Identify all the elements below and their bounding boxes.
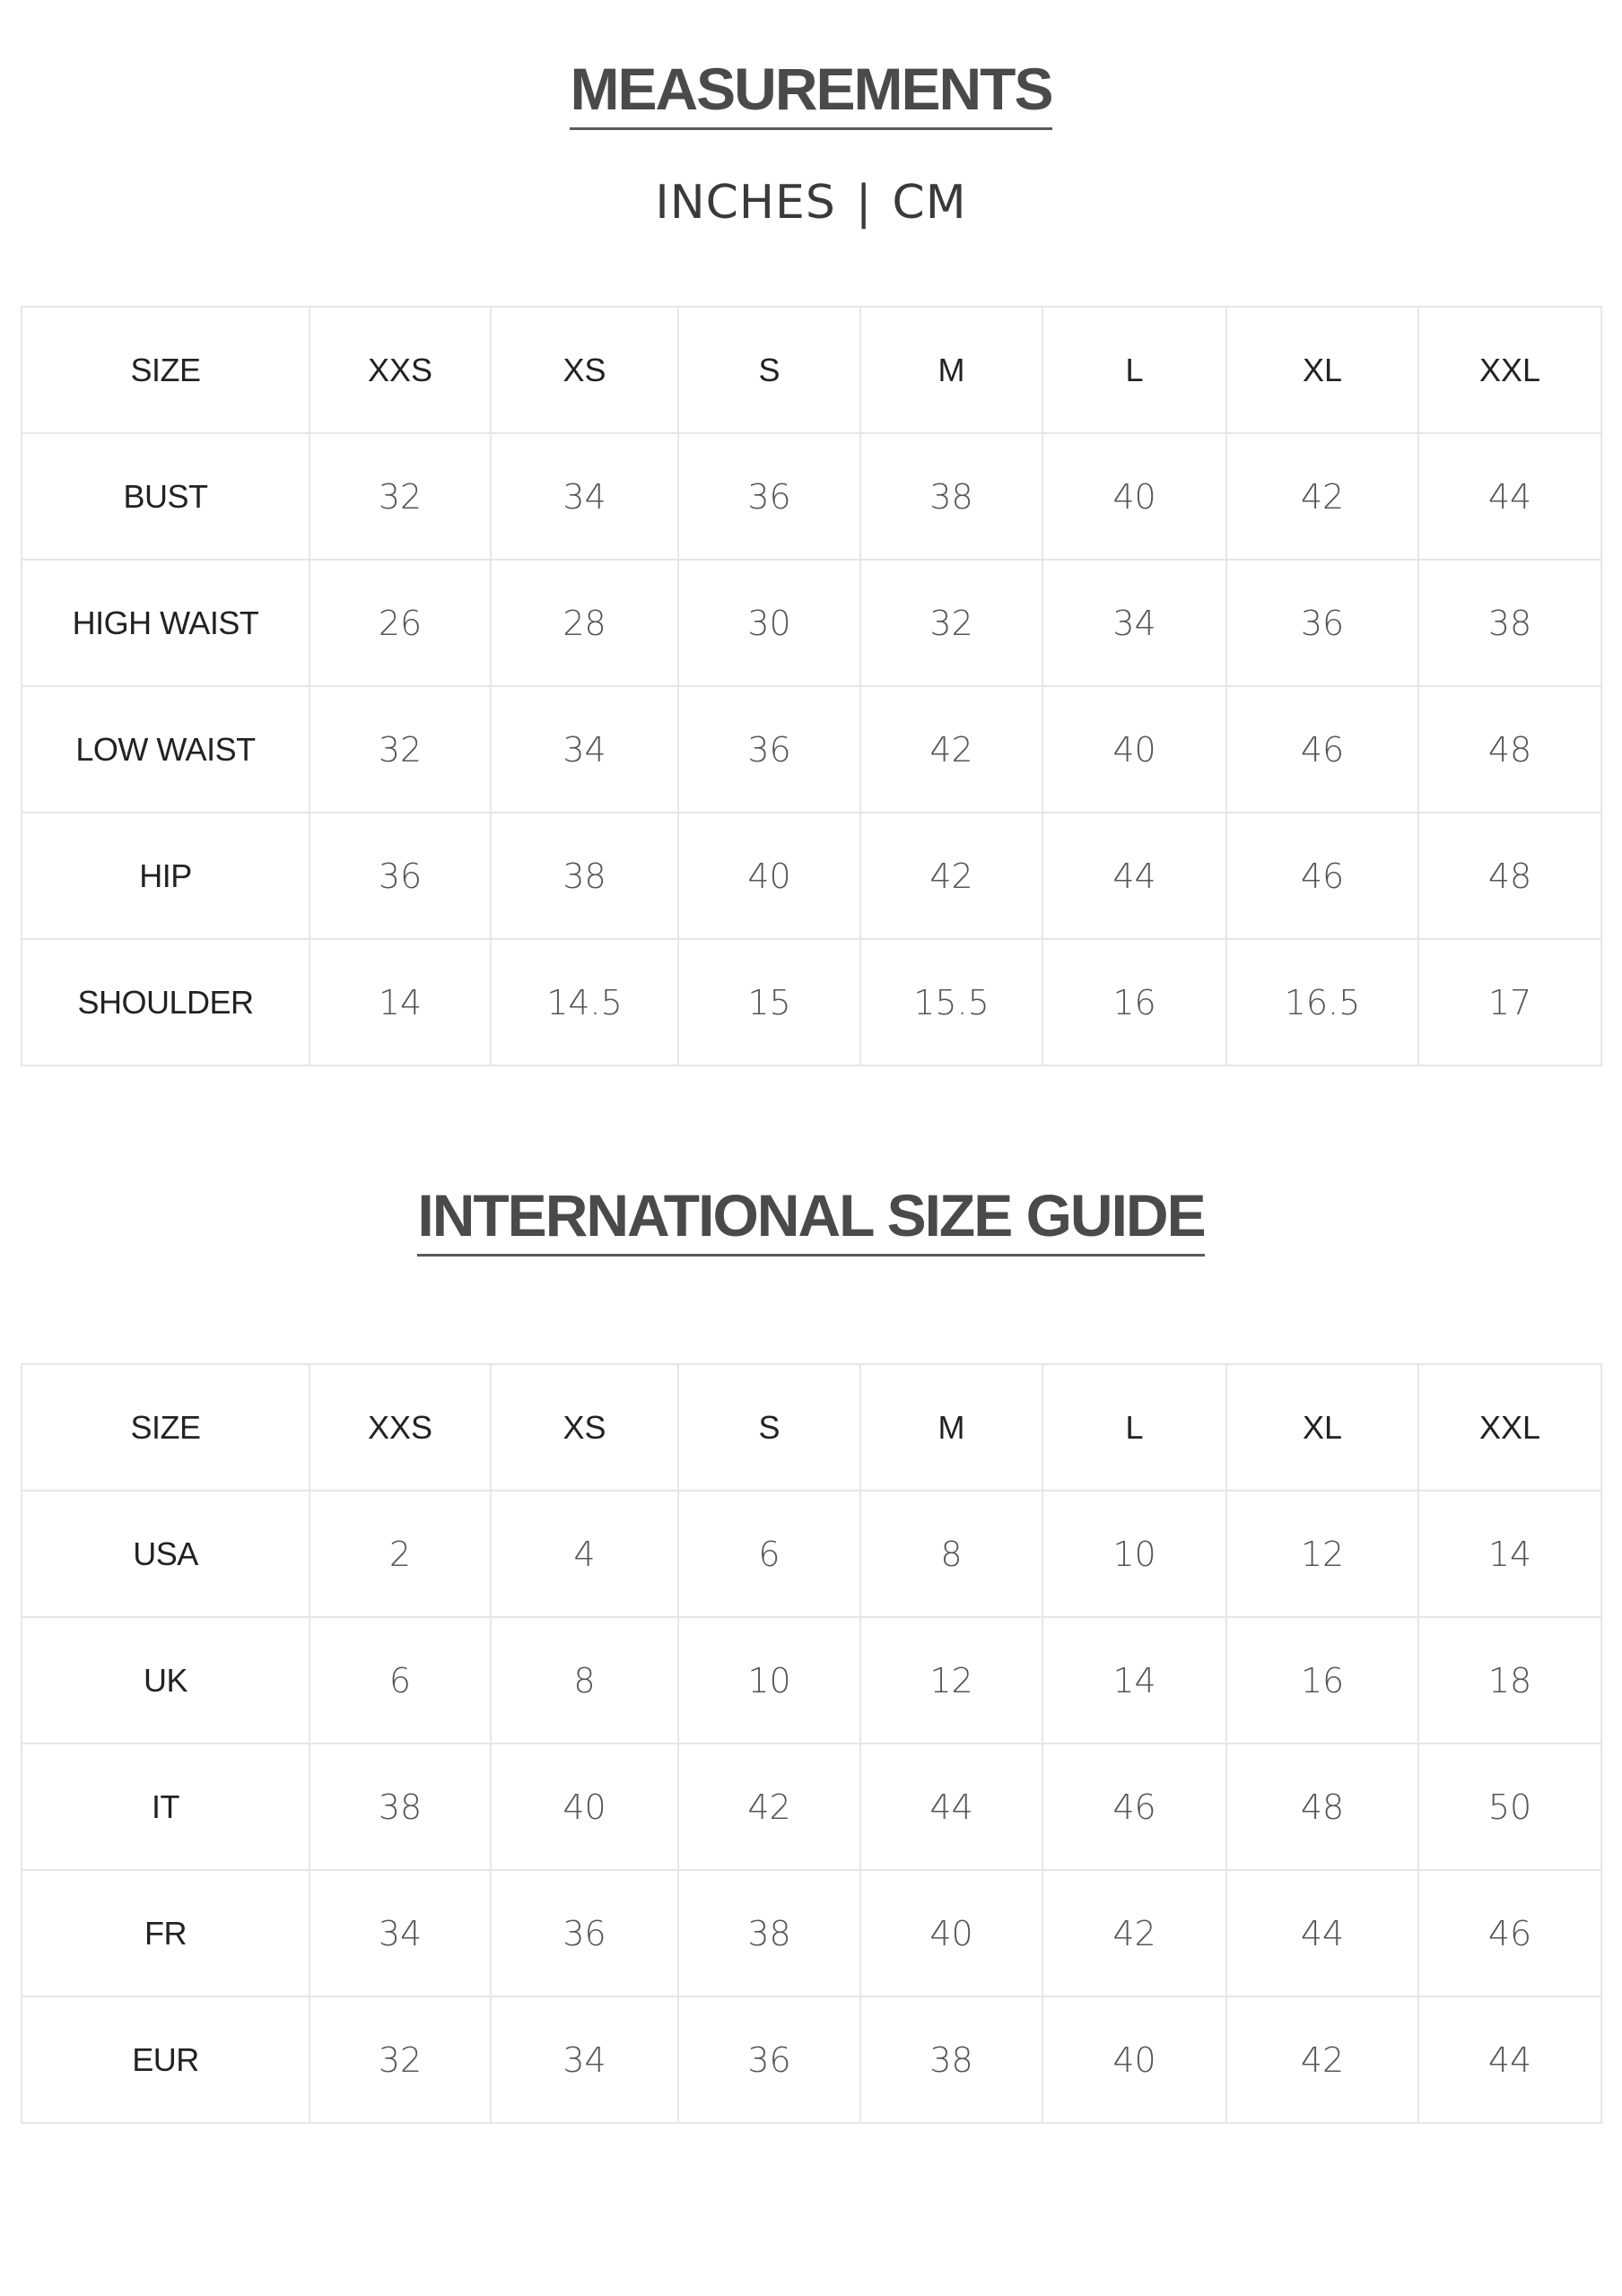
table-cell: 15 bbox=[678, 939, 860, 1065]
row-label: EUR bbox=[22, 1996, 310, 2123]
measurements-table bbox=[21, 306, 1602, 1066]
table-cell: 42 bbox=[860, 686, 1042, 813]
table-cell: 42 bbox=[1226, 433, 1418, 560]
table-cell: 38 bbox=[678, 1870, 860, 1996]
header-cell: SIZE bbox=[22, 1364, 310, 1491]
table-cell: 38 bbox=[860, 1996, 1042, 2123]
table-cell: 38 bbox=[310, 1744, 491, 1870]
table-row bbox=[22, 813, 1601, 939]
table-cell: 34 bbox=[491, 686, 678, 813]
header-cell: XXS bbox=[310, 1364, 491, 1491]
table-row bbox=[22, 1491, 1601, 1617]
header-cell: XS bbox=[491, 307, 678, 433]
row-label: BUST bbox=[22, 433, 310, 560]
units-separator: | bbox=[855, 176, 873, 230]
table-cell: 40 bbox=[678, 813, 860, 939]
header-cell: XXL bbox=[1418, 307, 1601, 433]
header-cell: XS bbox=[491, 1364, 678, 1491]
table-row bbox=[22, 1617, 1601, 1744]
table-cell: 46 bbox=[1226, 686, 1418, 813]
header-cell: XL bbox=[1226, 1364, 1418, 1491]
table-cell: 44 bbox=[1418, 433, 1601, 560]
table-cell: 16.5 bbox=[1226, 939, 1418, 1065]
table-cell: 14 bbox=[1418, 1491, 1601, 1617]
table-cell: 36 bbox=[678, 433, 860, 560]
header-cell: L bbox=[1042, 307, 1226, 433]
table-cell: 2 bbox=[310, 1491, 491, 1617]
table-row bbox=[22, 433, 1601, 560]
table-cell: 26 bbox=[310, 560, 491, 686]
units-cm: CM bbox=[892, 176, 967, 230]
table-cell: 42 bbox=[678, 1744, 860, 1870]
table-cell: 40 bbox=[860, 1870, 1042, 1996]
row-label: FR bbox=[22, 1870, 310, 1996]
measurements-title: MEASUREMENTS bbox=[0, 59, 1622, 130]
table-cell: 46 bbox=[1418, 1870, 1601, 1996]
international-size-table bbox=[21, 1363, 1602, 2124]
row-label: UK bbox=[22, 1617, 310, 1744]
table-cell: 12 bbox=[1226, 1491, 1418, 1617]
units-label bbox=[0, 176, 1622, 230]
table-row bbox=[22, 939, 1601, 1065]
table-cell: 17 bbox=[1418, 939, 1601, 1065]
table-cell: 46 bbox=[1226, 813, 1418, 939]
table-cell: 36 bbox=[1226, 560, 1418, 686]
table-cell: 38 bbox=[1418, 560, 1601, 686]
table-cell: 44 bbox=[1418, 1996, 1601, 2123]
table-cell: 18 bbox=[1418, 1617, 1601, 1744]
table-cell: 44 bbox=[1042, 813, 1226, 939]
header-cell: SIZE bbox=[22, 307, 310, 433]
table-cell: 40 bbox=[491, 1744, 678, 1870]
table-cell: 14 bbox=[1042, 1617, 1226, 1744]
row-label: IT bbox=[22, 1744, 310, 1870]
row-label: HIP bbox=[22, 813, 310, 939]
row-label: USA bbox=[22, 1491, 310, 1617]
table-cell: 38 bbox=[491, 813, 678, 939]
table-cell: 42 bbox=[860, 813, 1042, 939]
header-cell: S bbox=[678, 307, 860, 433]
table-cell: 4 bbox=[491, 1491, 678, 1617]
table-row bbox=[22, 1744, 1601, 1870]
table-cell: 32 bbox=[310, 686, 491, 813]
row-label: LOW WAIST bbox=[22, 686, 310, 813]
header-cell: XXS bbox=[310, 307, 491, 433]
table-cell: 16 bbox=[1042, 939, 1226, 1065]
header-cell: M bbox=[860, 307, 1042, 433]
international-size-guide-title: INTERNATIONAL SIZE GUIDE bbox=[0, 1186, 1622, 1257]
table-cell: 8 bbox=[491, 1617, 678, 1744]
table-cell: 28 bbox=[491, 560, 678, 686]
table-cell: 34 bbox=[310, 1870, 491, 1996]
table-cell: 6 bbox=[310, 1617, 491, 1744]
table-cell: 32 bbox=[310, 1996, 491, 2123]
table-cell: 32 bbox=[860, 560, 1042, 686]
table-cell: 8 bbox=[860, 1491, 1042, 1617]
table-cell: 38 bbox=[860, 433, 1042, 560]
row-label: SHOULDER bbox=[22, 939, 310, 1065]
units-inches: INCHES bbox=[655, 176, 836, 230]
table-cell: 15.5 bbox=[860, 939, 1042, 1065]
table-cell: 36 bbox=[310, 813, 491, 939]
table-cell: 46 bbox=[1042, 1744, 1226, 1870]
table-cell: 40 bbox=[1042, 686, 1226, 813]
header-cell: S bbox=[678, 1364, 860, 1491]
header-cell: L bbox=[1042, 1364, 1226, 1491]
table-cell: 34 bbox=[491, 433, 678, 560]
table-cell: 6 bbox=[678, 1491, 860, 1617]
table-cell: 30 bbox=[678, 560, 860, 686]
table-cell: 36 bbox=[678, 1996, 860, 2123]
table-cell: 40 bbox=[1042, 1996, 1226, 2123]
table-header-row bbox=[22, 1364, 1601, 1491]
table-row bbox=[22, 1870, 1601, 1996]
table-cell: 14.5 bbox=[491, 939, 678, 1065]
table-cell: 40 bbox=[1042, 433, 1226, 560]
table-header-row bbox=[22, 307, 1601, 433]
row-label: HIGH WAIST bbox=[22, 560, 310, 686]
header-cell: XL bbox=[1226, 307, 1418, 433]
table-cell: 14 bbox=[310, 939, 491, 1065]
table-cell: 36 bbox=[678, 686, 860, 813]
table-cell: 44 bbox=[860, 1744, 1042, 1870]
table-cell: 48 bbox=[1418, 813, 1601, 939]
header-cell: XXL bbox=[1418, 1364, 1601, 1491]
table-cell: 10 bbox=[678, 1617, 860, 1744]
table-cell: 32 bbox=[310, 433, 491, 560]
table-cell: 50 bbox=[1418, 1744, 1601, 1870]
table-cell: 34 bbox=[1042, 560, 1226, 686]
header-cell: M bbox=[860, 1364, 1042, 1491]
table-row bbox=[22, 686, 1601, 813]
table-cell: 12 bbox=[860, 1617, 1042, 1744]
table-cell: 48 bbox=[1418, 686, 1601, 813]
table-cell: 42 bbox=[1042, 1870, 1226, 1996]
table-cell: 10 bbox=[1042, 1491, 1226, 1617]
table-cell: 42 bbox=[1226, 1996, 1418, 2123]
table-cell: 44 bbox=[1226, 1870, 1418, 1996]
table-row bbox=[22, 1996, 1601, 2123]
table-cell: 16 bbox=[1226, 1617, 1418, 1744]
table-row bbox=[22, 560, 1601, 686]
table-cell: 48 bbox=[1226, 1744, 1418, 1870]
table-cell: 34 bbox=[491, 1996, 678, 2123]
table-cell: 36 bbox=[491, 1870, 678, 1996]
